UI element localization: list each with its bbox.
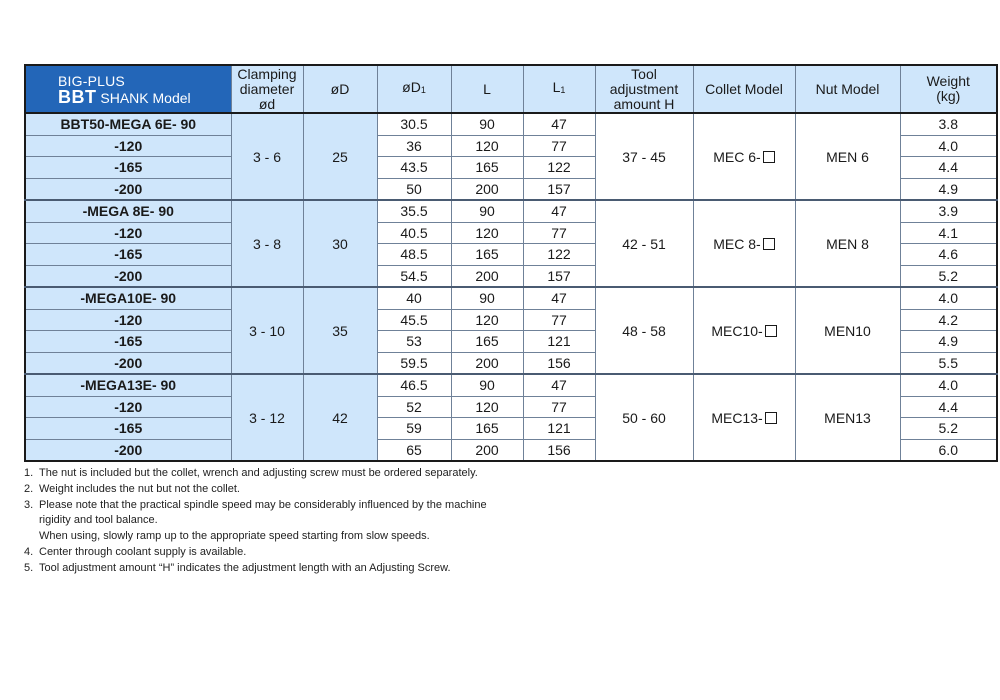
l-cell: 165 <box>451 331 523 353</box>
od1-cell: 48.5 <box>377 244 451 266</box>
l1-cell: 156 <box>523 352 595 374</box>
od1-cell: 30.5 <box>377 113 451 135</box>
model-cell: -120 <box>25 135 231 157</box>
weight-cell: 3.8 <box>900 113 997 135</box>
l-cell: 90 <box>451 200 523 222</box>
square-placeholder-icon <box>763 151 775 163</box>
model-cell: -200 <box>25 178 231 200</box>
weight-cell: 4.0 <box>900 374 997 396</box>
clamping-cell: 3 - 8 <box>231 200 303 287</box>
header-clamping-line2: diameter ød <box>239 80 295 112</box>
header-model-bbt: BBT <box>58 86 97 107</box>
footnote-number: 2. <box>24 482 34 495</box>
footnote-item <box>24 498 984 545</box>
weight-cell: 4.2 <box>900 309 997 331</box>
clamping-cell: 3 - 10 <box>231 287 303 374</box>
header-weight <box>900 65 997 113</box>
header-od1-sub: 1 <box>420 85 426 95</box>
model-cell: -200 <box>25 439 231 461</box>
footnote-line: Tool adjustment amount “H” indicates the adjustment length with an Adjusting Screw. <box>39 561 451 574</box>
l1-cell: 47 <box>523 200 595 222</box>
collet-cell <box>693 113 795 200</box>
header-tool-adj-line1: Tool adjustment <box>609 65 679 97</box>
header-row <box>25 65 997 113</box>
weight-cell: 4.6 <box>900 244 997 266</box>
od-cell: 25 <box>303 113 377 200</box>
footnote-line: Weight includes the nut but not the collet. <box>39 482 240 495</box>
spec-table <box>24 64 998 462</box>
table-body <box>25 113 997 461</box>
collet-cell <box>693 200 795 287</box>
od1-cell: 65 <box>377 439 451 461</box>
od1-cell: 46.5 <box>377 374 451 396</box>
nut-cell: MEN 6 <box>795 113 900 200</box>
footnote-line: Center through coolant supply is available. <box>39 545 247 558</box>
collet-cell <box>693 374 795 461</box>
collet-cell-text: MEC13- <box>711 409 763 426</box>
weight-cell: 6.0 <box>900 439 997 461</box>
weight-cell: 4.0 <box>900 287 997 309</box>
weight-cell: 4.9 <box>900 178 997 200</box>
header-tool-adj-line2: amount H <box>613 95 675 112</box>
model-cell: -120 <box>25 309 231 331</box>
collet-cell-text: MEC 8- <box>713 235 761 252</box>
footnote-item <box>24 482 984 498</box>
l-cell: 165 <box>451 418 523 440</box>
l1-cell: 122 <box>523 157 595 179</box>
l-cell: 200 <box>451 265 523 287</box>
l-cell: 200 <box>451 352 523 374</box>
od1-cell: 52 <box>377 396 451 418</box>
nut-cell: MEN 8 <box>795 200 900 287</box>
l-cell: 120 <box>451 135 523 157</box>
od1-cell: 50 <box>377 178 451 200</box>
header-tool-adjustment <box>595 65 693 113</box>
l1-cell: 121 <box>523 418 595 440</box>
nut-cell: MEN13 <box>795 374 900 461</box>
l-cell: 90 <box>451 113 523 135</box>
weight-cell: 4.9 <box>900 331 997 353</box>
clamping-cell: 3 - 6 <box>231 113 303 200</box>
header-collet: Collet Model <box>693 65 795 113</box>
l1-cell: 157 <box>523 178 595 200</box>
l1-cell: 77 <box>523 135 595 157</box>
od-cell: 35 <box>303 287 377 374</box>
l1-cell: 122 <box>523 244 595 266</box>
model-cell: -MEGA 8E- 90 <box>25 200 231 222</box>
l-cell: 90 <box>451 374 523 396</box>
l1-cell: 156 <box>523 439 595 461</box>
weight-cell: 4.1 <box>900 222 997 244</box>
model-cell: BBT50-MEGA 6E- 90 <box>25 113 231 135</box>
l1-cell: 47 <box>523 287 595 309</box>
header-model-line1: BIG-PLUS <box>58 72 125 89</box>
footnote-number: 4. <box>24 545 34 558</box>
od-cell: 30 <box>303 200 377 287</box>
model-cell: -120 <box>25 396 231 418</box>
od1-cell: 59.5 <box>377 352 451 374</box>
od1-cell: 45.5 <box>377 309 451 331</box>
weight-cell: 5.5 <box>900 352 997 374</box>
table-row <box>25 200 997 222</box>
spec-table-container <box>24 64 996 462</box>
footnote-text <box>39 498 487 545</box>
table-row <box>25 287 997 309</box>
nut-cell: MEN10 <box>795 287 900 374</box>
footnote-text <box>39 561 451 577</box>
od1-cell: 59 <box>377 418 451 440</box>
table-row <box>25 113 997 135</box>
tool-adjustment-cell: 48 - 58 <box>595 287 693 374</box>
footnote-text <box>39 482 240 498</box>
header-clamping-line1: Clamping <box>237 65 297 82</box>
l1-cell: 47 <box>523 113 595 135</box>
footnote-number: 3. <box>24 498 34 511</box>
header-nut: Nut Model <box>795 65 900 113</box>
model-cell: -165 <box>25 244 231 266</box>
weight-cell: 5.2 <box>900 418 997 440</box>
weight-cell: 4.4 <box>900 157 997 179</box>
footnote-item <box>24 466 984 482</box>
footnote-text <box>39 466 478 482</box>
od1-cell: 54.5 <box>377 265 451 287</box>
model-cell: -165 <box>25 331 231 353</box>
footnotes <box>24 466 984 577</box>
header-model-shank: SHANK Model <box>96 89 191 106</box>
footnote-text <box>39 545 246 561</box>
header-od: øD <box>303 65 377 113</box>
od1-cell: 36 <box>377 135 451 157</box>
model-cell: -MEGA10E- 90 <box>25 287 231 309</box>
header-l1-sub: 1 <box>560 85 566 95</box>
header-weight-line2: (kg) <box>936 88 961 104</box>
header-clamping <box>231 65 303 113</box>
tool-adjustment-cell: 50 - 60 <box>595 374 693 461</box>
header-od1 <box>377 65 451 113</box>
table-row <box>25 374 997 396</box>
l-cell: 120 <box>451 396 523 418</box>
header-model-line2 <box>58 86 231 107</box>
header-weight-line1: Weight <box>926 73 970 89</box>
square-placeholder-icon <box>765 412 777 424</box>
tool-adjustment-cell: 42 - 51 <box>595 200 693 287</box>
collet-cell-text: MEC10- <box>711 322 763 339</box>
footnote-number: 5. <box>24 561 34 574</box>
model-cell: -165 <box>25 157 231 179</box>
model-cell: -MEGA13E- 90 <box>25 374 231 396</box>
od1-cell: 53 <box>377 331 451 353</box>
od1-cell: 40.5 <box>377 222 451 244</box>
footnote-line: rigidity and tool balance. <box>39 514 158 527</box>
od-cell: 42 <box>303 374 377 461</box>
l-cell: 165 <box>451 157 523 179</box>
l1-cell: 77 <box>523 222 595 244</box>
clamping-cell: 3 - 12 <box>231 374 303 461</box>
weight-cell: 3.9 <box>900 200 997 222</box>
l-cell: 120 <box>451 222 523 244</box>
weight-cell: 4.0 <box>900 135 997 157</box>
tool-adjustment-cell: 37 - 45 <box>595 113 693 200</box>
collet-cell-text: MEC 6- <box>713 148 761 165</box>
table-header <box>25 65 997 113</box>
l1-cell: 157 <box>523 265 595 287</box>
square-placeholder-icon <box>763 238 775 250</box>
model-cell: -200 <box>25 352 231 374</box>
model-cell: -120 <box>25 222 231 244</box>
footnote-number: 1. <box>24 467 34 479</box>
od1-cell: 35.5 <box>377 200 451 222</box>
l-cell: 120 <box>451 309 523 331</box>
header-l1 <box>523 65 595 113</box>
model-cell: -165 <box>25 418 231 440</box>
header-model <box>25 65 231 113</box>
footnote-line: When using, slowly ramp up to the appropriate speed starting from slow speeds. <box>39 530 430 543</box>
weight-cell: 4.4 <box>900 396 997 418</box>
model-cell: -200 <box>25 265 231 287</box>
l1-cell: 77 <box>523 309 595 331</box>
header-l: L <box>451 65 523 113</box>
l-cell: 200 <box>451 439 523 461</box>
od1-cell: 43.5 <box>377 157 451 179</box>
l1-cell: 121 <box>523 331 595 353</box>
footnote-item <box>24 545 984 561</box>
weight-cell: 5.2 <box>900 265 997 287</box>
square-placeholder-icon <box>765 325 777 337</box>
l1-cell: 77 <box>523 396 595 418</box>
footnote-line: Please note that the practical spindle speed may be considerably influenced by the machine <box>39 498 487 511</box>
l-cell: 200 <box>451 178 523 200</box>
footnote-item <box>24 561 984 577</box>
l1-cell: 47 <box>523 374 595 396</box>
footnote-line: The nut is included but the collet, wrench and adjusting screw must be ordered separately. <box>39 467 478 479</box>
od1-cell: 40 <box>377 287 451 309</box>
header-l1-main: L <box>552 79 561 95</box>
header-od1-main: øD <box>402 79 421 95</box>
l-cell: 165 <box>451 244 523 266</box>
collet-cell <box>693 287 795 374</box>
l-cell: 90 <box>451 287 523 309</box>
